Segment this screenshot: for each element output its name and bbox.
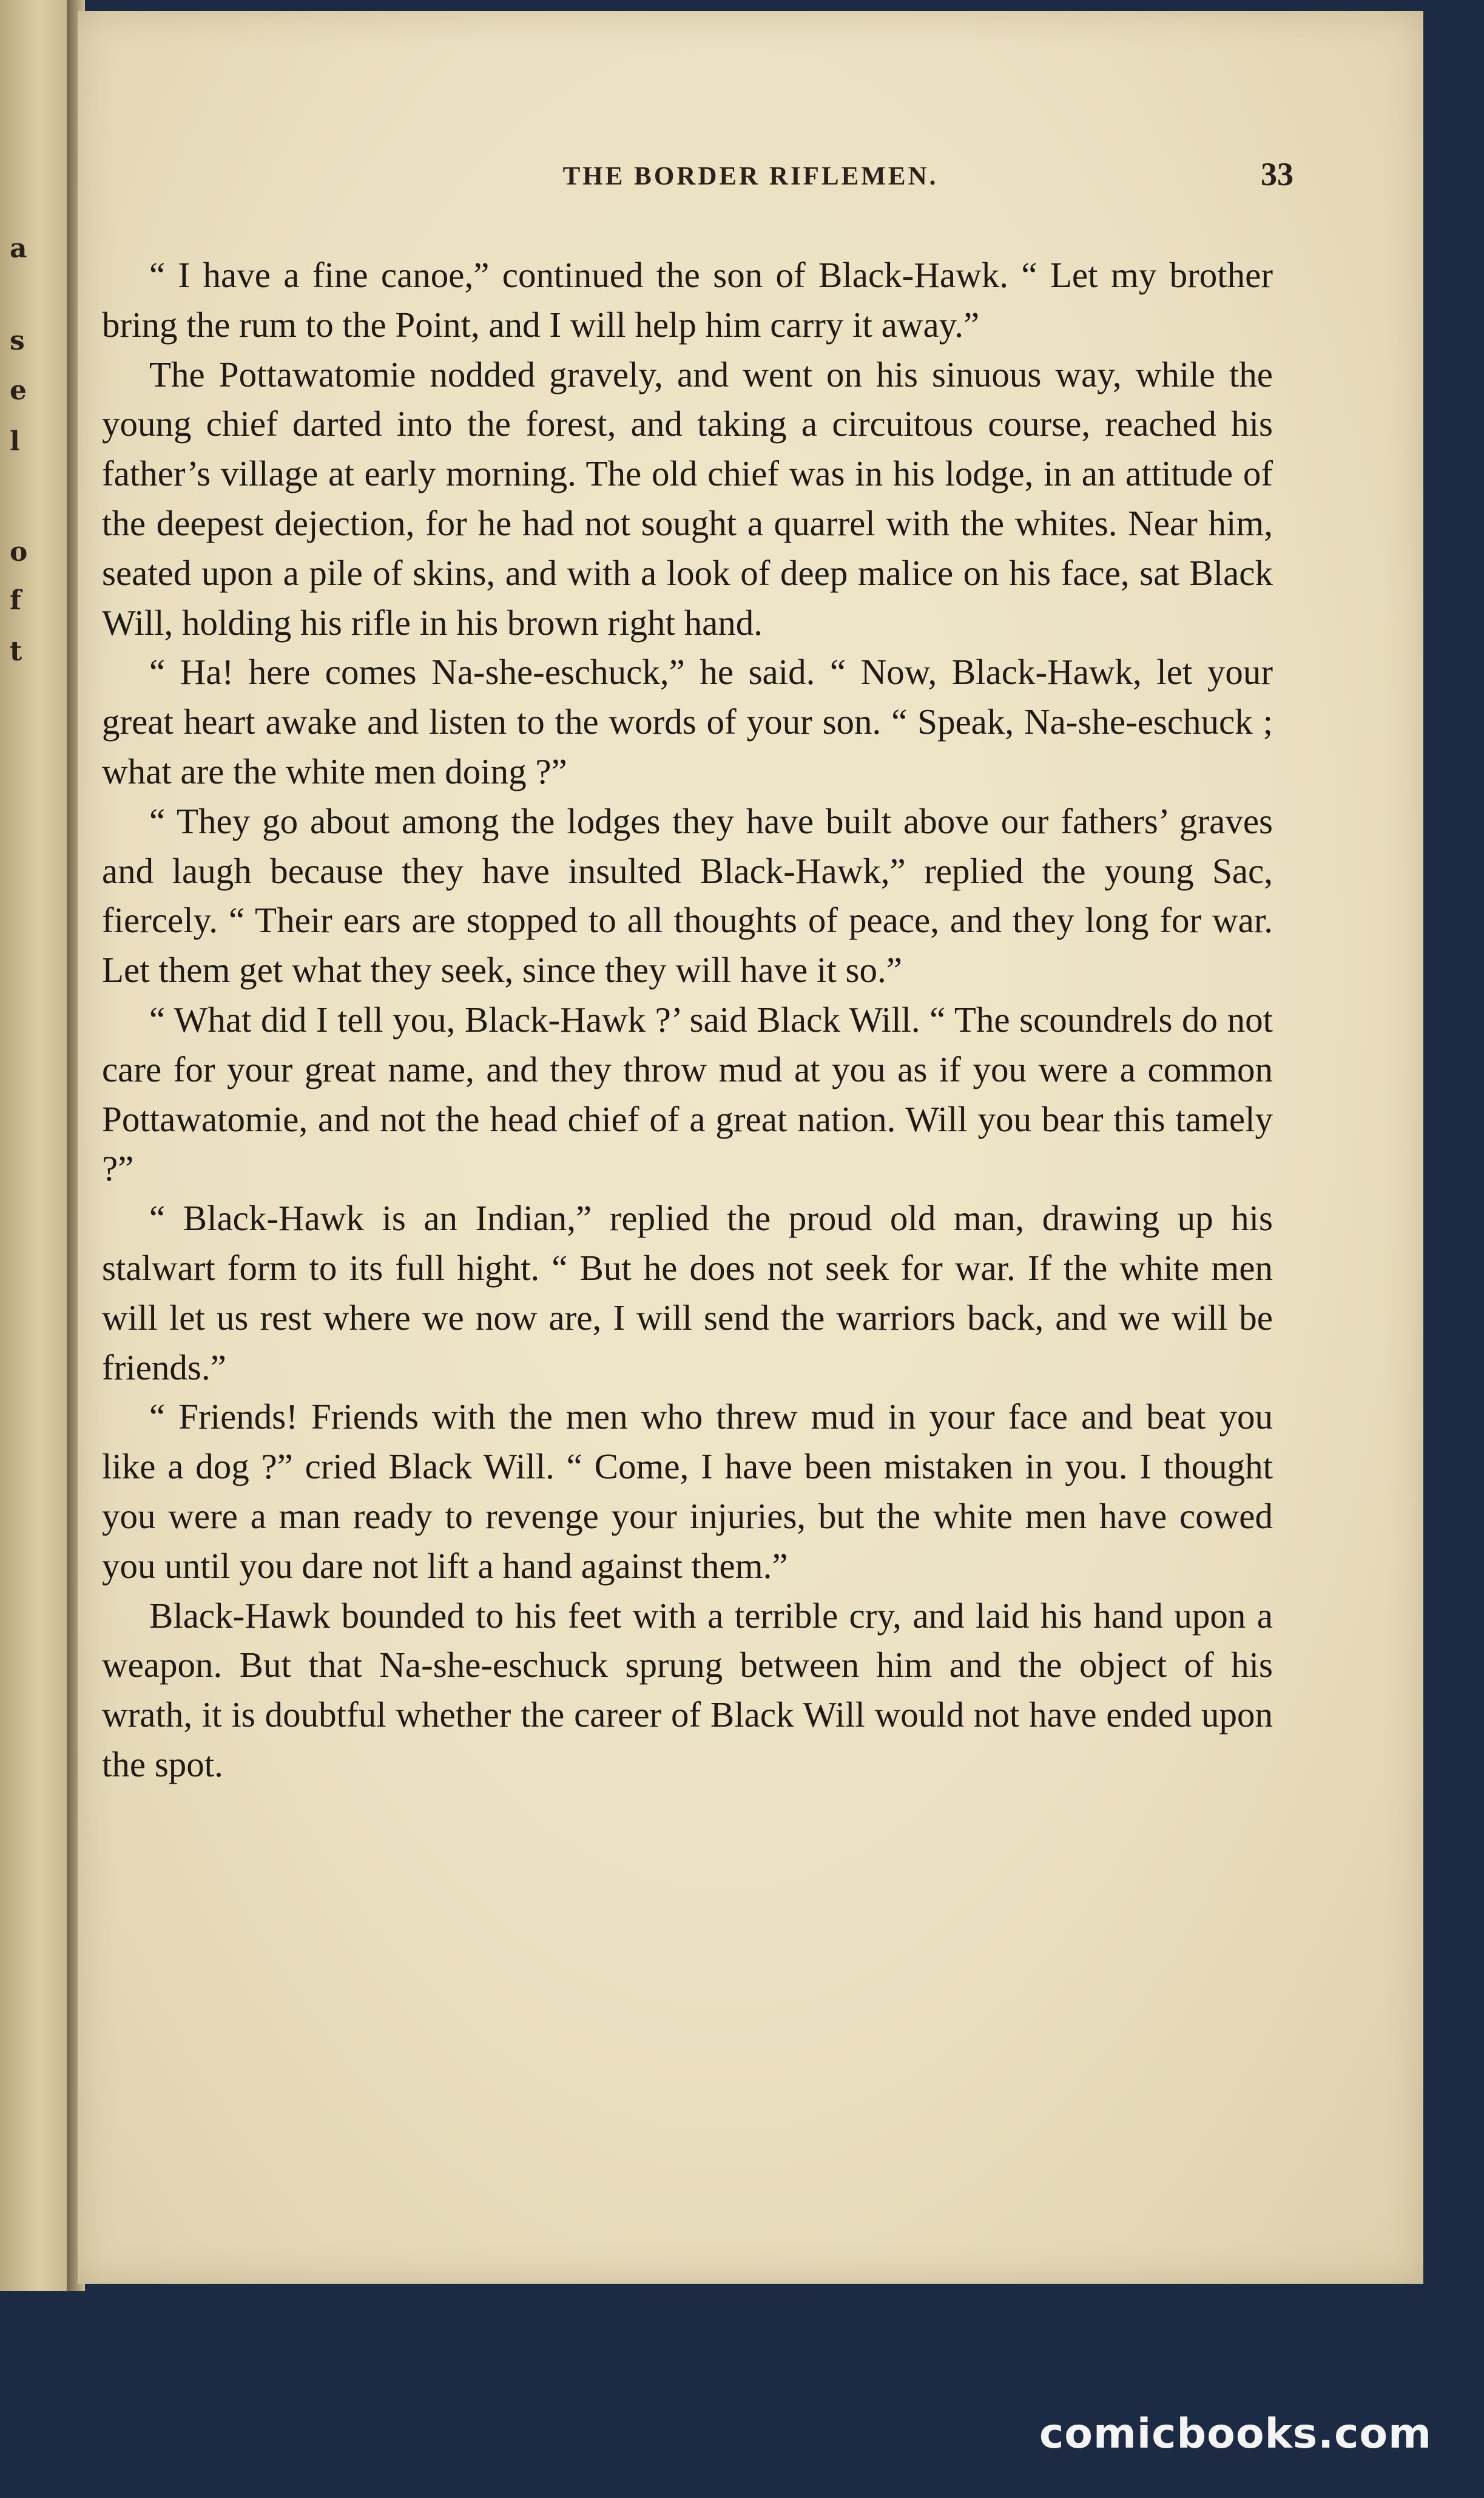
running-head: THE BORDER RIFLEMEN. bbox=[562, 162, 939, 191]
paragraph: “ They go about among the lodges they have built above our fathers’ graves and laugh because they have insulted Black-Hawk,” replied the young Sac, fiercely. “ Their ears are stopped to all thoughts of peace, and they long for war. Let them get what they seek, since they will have it so.” bbox=[102, 801, 1273, 990]
paragraph: “ I have a fine canoe,” continued the son of Black-Hawk. “ Let my brother bring the rum to the Point, and I will help him carry it away.” bbox=[102, 255, 1273, 345]
book-page bbox=[78, 11, 1423, 2284]
previous-page-fragment: o bbox=[10, 536, 28, 567]
previous-page-fragment: e bbox=[10, 375, 27, 406]
previous-page-edge bbox=[0, 0, 72, 2291]
page-number: 33 bbox=[1261, 156, 1293, 192]
paragraph: The Pottawatomie nodded gravely, and went on his sinuous way, while the young chief darted into the forest, and taking a circuitous course, reached his father’s village at early morning. The old chief was in his lodge, in an attitude of the deepest dejection, for he had not sought a quarrel with the whites. Near him, seated upon a pile of skins, and with a look of deep malice on his face, sat Black Will, holding his rifle in his brown right hand. bbox=[102, 354, 1273, 643]
previous-page-fragment: a bbox=[10, 233, 27, 264]
previous-page-fragment: t bbox=[10, 636, 22, 667]
body-text bbox=[102, 251, 1273, 1790]
previous-page-fragment: l bbox=[10, 426, 20, 457]
paragraph: “ Friends! Friends with the men who threw mud in your face and beat you like a dog ?” cried Black Will. “ Come, I have been mistaken in you. I thought you were a man ready to revenge your injuries, but the white men have cowed you until you dare not lift a hand against them.” bbox=[102, 1396, 1273, 1586]
watermark: comicbooks.com bbox=[1039, 2410, 1432, 2458]
paragraph: Black-Hawk bounded to his feet with a terrible cry, and laid his hand upon a weapon. But that Na-she-eschuck sprung between him and the object of his wrath, it is doubtful whether the career of Black Will would not have ended upon the spot. bbox=[102, 1595, 1273, 1784]
paragraph: “ Black-Hawk is an Indian,” replied the proud old man, drawing up his stalwart form to its full hight. “ But he does not seek for war. If the white men will let us rest where we now are, I will send the warriors back, and we will be friends.” bbox=[102, 1198, 1273, 1387]
paragraph: “ What did I tell you, Black-Hawk ?’ said Black Will. “ The scoundrels do not care for your great name, and they throw mud at you as if you were a common Pottawatomie, and not the head chief of a great nation. Will you bear this tamely ?” bbox=[102, 999, 1273, 1189]
paragraph: “ Ha! here comes Na-she-eschuck,” he said. “ Now, Black-Hawk, let your great heart awake and listen to the words of your son. “ Speak, Na-she-eschuck ; what are the white men doing ?” bbox=[102, 652, 1273, 791]
previous-page-fragment: s bbox=[10, 325, 25, 356]
previous-page-fragment: f bbox=[10, 585, 21, 616]
